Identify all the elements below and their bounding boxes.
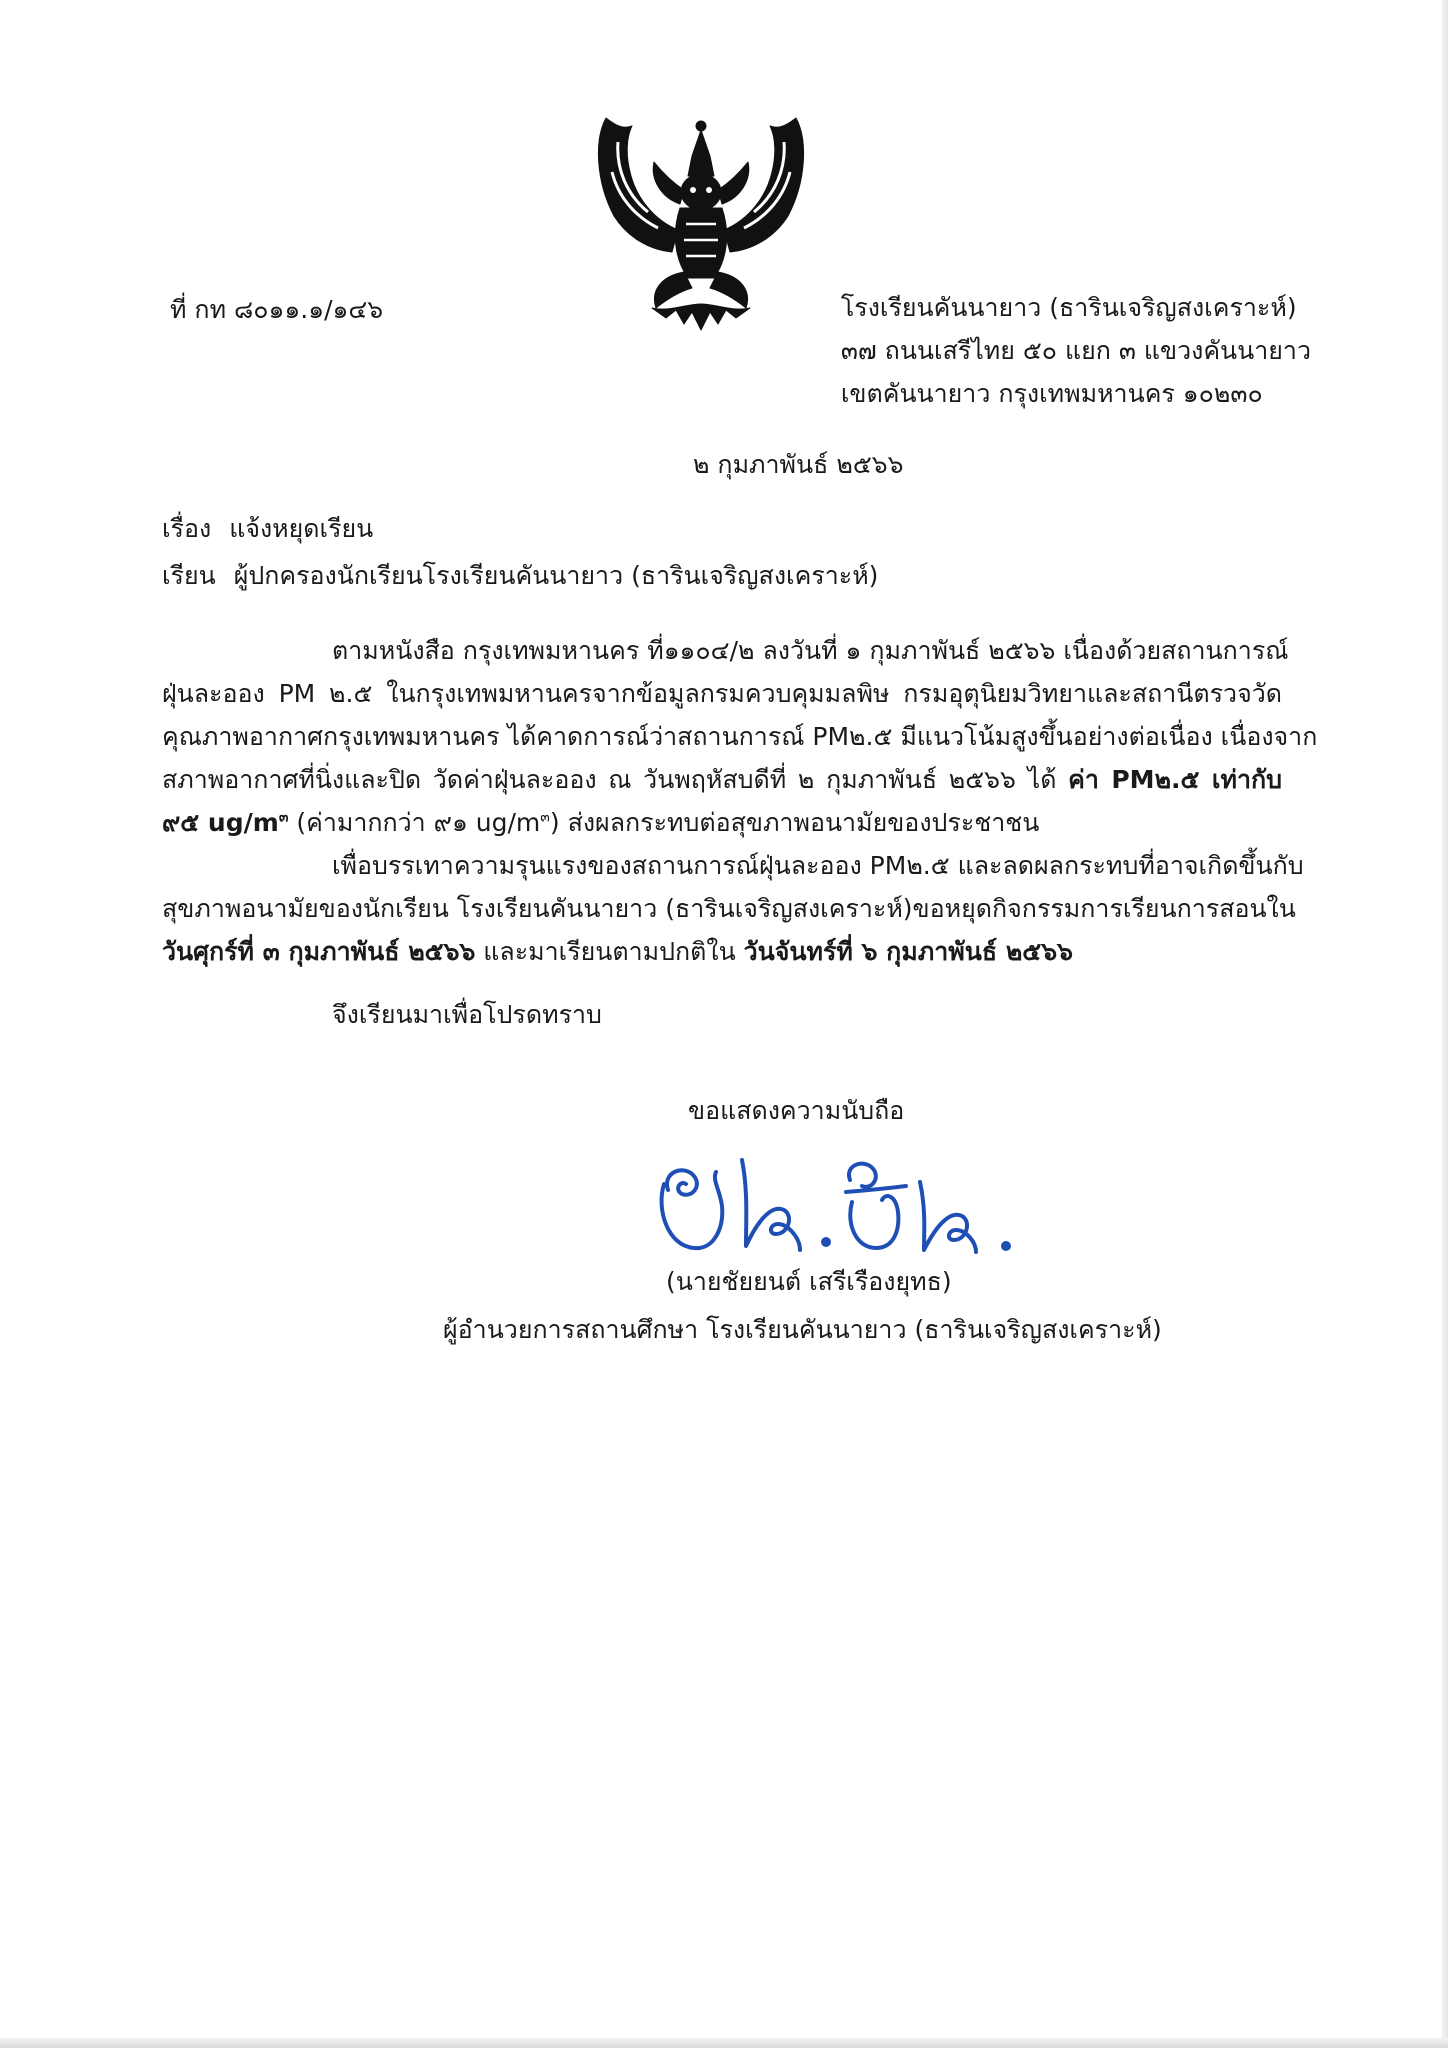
subject-label: เรื่อง (162, 514, 212, 543)
closing-request: จึงเรียนมาเพื่อโปรดทราบ (332, 1000, 602, 1029)
resume-date: วันจันทร์ที่ ๖ กุมภาพันธ์ ๒๕๖๖ (743, 937, 1073, 966)
paragraph-1-line-3: คุณภาพอากาศกรุงเทพมหานคร ได้คาดการณ์ว่าสถานการณ์ PM๒.๕ มีแนวโน้มสูงขึ้นอย่างต่อเนื่อง เนื่องจาก (162, 722, 1318, 751)
letter-body (162, 630, 1318, 974)
closing-regards: ขอแสดงความนับถือ (688, 1096, 905, 1125)
paragraph-1-line-1: ตามหนังสือ กรุงเทพมหานคร ที่๑๑๐๔/๒ ลงวันที่ ๑ กุมภาพันธ์ ๒๕๖๖ เนื่องด้วยสถานการณ์ (332, 636, 1289, 665)
signer-position: ผู้อำนวยการสถานศึกษา โรงเรียนคันนายาว (ธารินเจริญสงเคราะห์) (443, 1315, 1162, 1344)
school-district-line: เขตคันนายาว กรุงเทพมหานคร ๑๐๒๓๐ (840, 379, 1263, 408)
paragraph-2-line-2: สุขภาพอนามัยของนักเรียน โรงเรียนคันนายาว (ธารินเจริญสงเคราะห์)ขอหยุดกิจกรรมการเรียนการสอนใน (162, 894, 1296, 923)
pm-impact-text: ) ส่งผลกระทบต่อสุขภาพอนามัยของประชาชน (549, 808, 1040, 837)
school-name-line: โรงเรียนคันนายาว (ธารินเจริญสงเคราะห์) (840, 293, 1297, 322)
signer-name: (นายชัยยนต์ เสรีเรืองยุทธ) (666, 1267, 952, 1296)
closure-date: วันศุกร์ที่ ๓ กุมภาพันธ์ ๒๕๖๖ (162, 937, 476, 966)
paragraph-1-line-5 (162, 802, 1282, 845)
recipient-line (162, 557, 878, 595)
letter-date: ๒ กุมภาพันธ์ ๒๕๖๖ (693, 450, 904, 479)
pm-threshold-text: (ค่ามากกว่า ๙๑ ug/m (288, 808, 541, 837)
pm-threshold-unit-exponent: ๓ (540, 809, 550, 826)
paragraph-1-line-4 (162, 759, 1282, 802)
subject-line (162, 510, 373, 548)
scan-edge-bottom (0, 2038, 1448, 2048)
handwritten-signature (650, 1150, 1030, 1260)
pm-value: ๙๕ ug/m (162, 808, 279, 837)
recipient-text: ผู้ปกครองนักเรียนโรงเรียนคันนายาว (ธารินเจริญสงเคราะห์) (233, 561, 879, 590)
resume-text: และมาเรียนตามปกติใน (475, 937, 744, 966)
paragraph-2-line-3 (162, 931, 1282, 974)
pm-measure-text: สภาพอากาศที่นิ่งและปิด วัดค่าฝุ่นละออง ณ วันพฤหัสบดีที่ ๒ กุมภาพันธ์ ๒๕๖๖ ได้ (162, 765, 1069, 794)
pm-value-unit-exponent: ๓ (278, 809, 289, 826)
paragraph-2-line-1: เพื่อบรรเทาความรุนแรงของสถานการณ์ฝุ่นละออง PM๒.๕ และลดผลกระทบที่อาจเกิดขึ้นกับ (332, 851, 1304, 880)
reference-number: ที่ กท ๘๐๑๑.๑/๑๔๖ (170, 295, 384, 324)
garuda-emblem-icon (592, 112, 810, 334)
subject-text: แจ้งหยุดเรียน (229, 514, 374, 543)
school-address (841, 289, 1311, 418)
recipient-label: เรียน (162, 561, 216, 590)
pm-value-label: ค่า PM๒.๕ เท่ากับ (1068, 765, 1282, 794)
scan-edge-right (1442, 0, 1448, 2048)
paragraph-1-line-2: ฝุ่นละออง PM ๒.๕ ในกรุงเทพมหานครจากข้อมูลกรมควบคุมมลพิษ กรมอุตุนิยมวิทยาและสถานีตรวจวัด (162, 679, 1282, 708)
school-street-line: ๓๗ ถนนเสรีไทย ๕๐ แยก ๓ แขวงคันนายาว (840, 336, 1311, 365)
